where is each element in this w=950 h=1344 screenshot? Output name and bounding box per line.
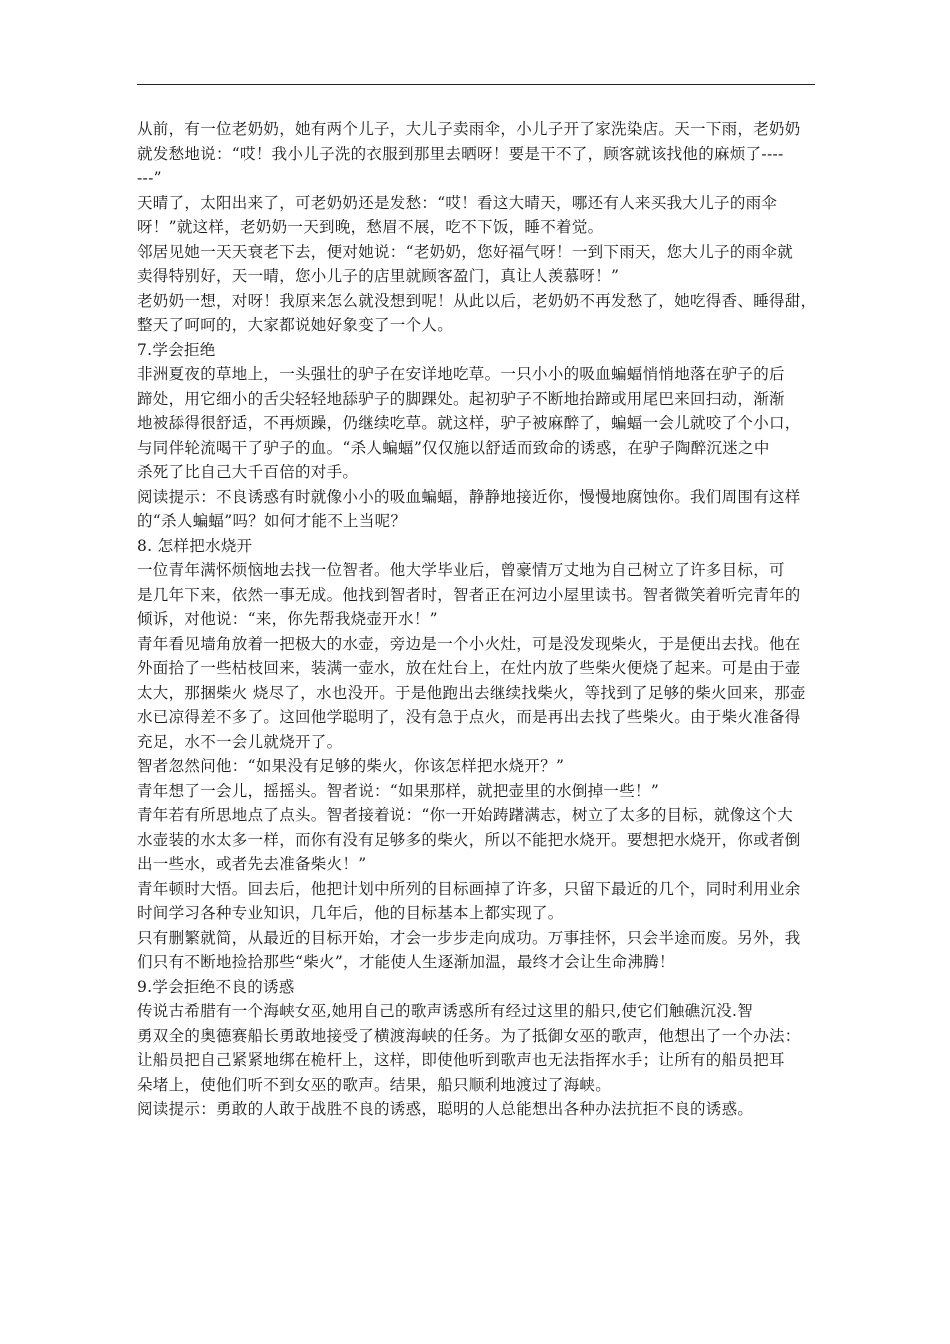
text-line: 们只有不断地捡拾那些“柴火”，才能使人生逐渐加温，最终才会让生命沸腾！ bbox=[137, 953, 675, 971]
text-line: 卖得特别好，天一晴，您小儿子的店里就顾客盈门，真让人羡慕呀！” bbox=[137, 267, 620, 285]
section-heading: 9.学会拒绝不良的诱惑 bbox=[137, 977, 295, 996]
document-body bbox=[137, 117, 823, 1122]
text-line: 青年若有所思地点了点头。智者接着说：“你一开始踌躇满志，树立了太多的目标，就像这个大 bbox=[137, 806, 794, 824]
text-line: ---” bbox=[137, 169, 162, 187]
text-line: 杀死了比自己大千百倍的对手。 bbox=[137, 463, 359, 481]
text-line: 非洲夏夜的草地上，一头强壮的驴子在安详地吃草。一只小小的吸血蝙蝠悄悄地落在驴子的后 bbox=[137, 365, 785, 383]
text-line: 太大，那捆柴火 烧尽了，水也没开。于是他跑出去继续找柴火，等找到了足够的柴火回来，那壶 bbox=[137, 683, 806, 702]
text-line: 青年想了一会儿，摇摇头。智者说：“如果那样，就把壶里的水倒掉一些！” bbox=[137, 781, 660, 800]
text-line: 阅读提示：不良诱惑有时就像小小的吸血蝙蝠，静静地接近你，慢慢地腐蚀你。我们周围有这样 bbox=[137, 487, 801, 506]
text-line: 一位青年满怀烦恼地去找一位智者。他大学毕业后，曾豪情万丈地为自己树立了许多目标，可 bbox=[137, 561, 785, 579]
header-rule bbox=[137, 84, 815, 85]
text-line: 阅读提示：勇敢的人敢于战胜不良的诱惑，聪明的人总能想出各种办法抗拒不良的诱惑。 bbox=[137, 1100, 754, 1118]
section-heading: 7.学会拒绝 bbox=[137, 340, 216, 359]
text-line: 让船员把自己紧紧地绑在桅杆上，这样，即使他听到歌声也无法指挥水手；让所有的船员把耳 bbox=[137, 1051, 785, 1069]
text-line: 是几年下来，依然一事无成。他找到智者时，智者正在河边小屋里读书。智者微笑着听完青年的 bbox=[137, 585, 801, 604]
text-line: 勇双全的奥德赛船长勇敢地接受了横渡海峡的任务。为了抵御女巫的歌声，他想出了一个办法： bbox=[137, 1026, 801, 1045]
text-line: 青年看见墙角放着一把极大的水壶，旁边是一个小火灶，可是没发现柴火，于是便出去找。他在 bbox=[137, 634, 801, 653]
text-line: 青年顿时大悟。回去后，他把计划中所列的目标画掉了许多，只留下最近的几个，同时利用业余 bbox=[137, 879, 801, 898]
text-line: 从前，有一位老奶奶，她有两个儿子，大儿子卖雨伞，小儿子开了家洗染店。天一下雨，老奶奶 bbox=[137, 120, 801, 138]
text-line: 蹄处，用它细小的舌尖轻轻地舔驴子的脚踝处。起初驴子不断地抬蹄或用尾巴来回扫动，渐渐 bbox=[137, 389, 785, 408]
section-heading: 8. 怎样把水烧开 bbox=[137, 536, 253, 555]
text-line: 智者忽然问他：“如果没有足够的柴火，你该怎样把水烧开？” bbox=[137, 757, 565, 775]
text-line: 传说古希腊有一个海峡女巫,她用自己的歌声诱惑所有经过这里的船只,使它们触礁沉没.智 bbox=[137, 1002, 754, 1020]
text-line: 邻居见她一天天衰老下去，便对她说：“老奶奶，您好福气呀！一到下雨天，您大儿子的雨伞就 bbox=[137, 242, 794, 261]
text-line: 水壶装的水太多一样，而你有没有足够多的柴火，所以不能把水烧开。要想把水烧开，你或者倒 bbox=[137, 830, 801, 849]
text-line: 就发愁地说：“哎！我小儿子洗的衣服到那里去晒呀！要是干不了，顾客就该找他的麻烦了---- bbox=[137, 144, 784, 163]
text-line: 与同伴轮流喝干了驴子的血。“杀人蝙蝠”仅仅施以舒适而致命的诱惑，在驴子陶醉沉迷之中 bbox=[137, 438, 770, 457]
text-line: 地被舔得很舒适，不再烦躁，仍继续吃草。就这样，驴子被麻醉了，蝙蝠一会儿就咬了个小口， bbox=[137, 414, 801, 432]
text-line: 外面拾了一些枯枝回来，装满一壶水，放在灶台上，在灶内放了些柴火便烧了起来。可是由于壶 bbox=[137, 659, 801, 677]
text-line: 呀！”就这样，老奶奶一天到晚，愁眉不展，吃不下饭，睡不着觉。 bbox=[137, 218, 604, 236]
text-line: 的“杀人蝙蝠”吗？如何才能不上当呢？ bbox=[137, 512, 407, 530]
text-line: 老奶奶一想，对呀！我原来怎么就没想到呢！从此以后，老奶奶不再发愁了，她吃得香、睡得甜， bbox=[137, 291, 817, 310]
text-line: 整天了呵呵的，大家都说她好象变了一个人。 bbox=[137, 316, 454, 334]
text-line: 出一些水，或者先去准备柴火！” bbox=[137, 855, 367, 873]
text-line: 只有删繁就简，从最近的目标开始，才会一步步走向成功。万事挂怀，只会半途而废。另外，我 bbox=[137, 928, 801, 947]
text-line: 水已凉得差不多了。这回他学聪明了，没有急于点火，而是再出去找了些柴火。由于柴火准备得 bbox=[137, 708, 801, 726]
text-line: 天晴了，太阳出来了，可老奶奶还是发愁：“哎！看这大晴天，哪还有人来买我大儿子的雨伞 bbox=[137, 193, 778, 212]
text-line: 倾诉，对他说：“来，你先帮我烧壶开水！” bbox=[137, 610, 438, 628]
text-line: 朵堵上，使他们听不到女巫的歌声。结果，船只顺利地渡过了海峡。 bbox=[137, 1075, 612, 1094]
text-line: 时间学习各种专业知识，几年后，他的目标基本上都实现了。 bbox=[137, 904, 564, 922]
text-line: 充足，水不一会儿就烧开了。 bbox=[137, 732, 343, 751]
